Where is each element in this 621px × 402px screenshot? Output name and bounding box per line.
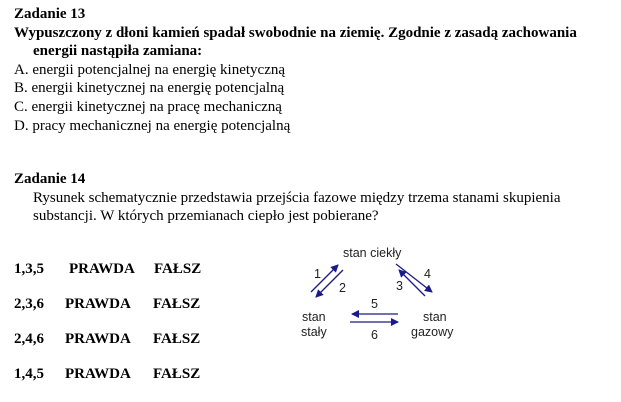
q14-title: Zadanie 14 (14, 171, 86, 187)
q13-title: Zadanie 13 (14, 6, 86, 22)
option-text: pracy mechanicznej na energię potencjalną (32, 118, 291, 134)
answer-combo: 1,3,5 (14, 261, 44, 277)
q14-question-line1: Rysunek schematycznie przedstawia przejścia fazowe między trzema stanami skupienia (33, 190, 561, 206)
answer-4-false[interactable]: FAŁSZ (153, 366, 201, 382)
label-solid-1: stan (302, 310, 326, 324)
option-text: energii kinetycznej na energię potencjalną (31, 80, 285, 96)
option-text: energii potencjalnej na energię kinetyczną (32, 62, 286, 78)
option-letter: C. (14, 99, 28, 115)
label-n3: 3 (396, 279, 403, 293)
answer-3-true[interactable]: PRAWDA (65, 331, 131, 347)
label-n6: 6 (371, 328, 378, 342)
label-n1: 1 (314, 267, 321, 281)
answer-4-true[interactable]: PRAWDA (65, 366, 131, 382)
option-letter: B. (14, 80, 28, 96)
q13-question-line1: Wypuszczony z dłoni kamień spadał swobodnie na ziemię. Zgodnie z zasadą zachowania (14, 25, 577, 41)
answer-1-true[interactable]: PRAWDA (69, 261, 135, 277)
answer-combo: 2,3,6 (14, 296, 44, 312)
answer-combo: 2,4,6 (14, 331, 44, 347)
label-n2: 2 (339, 281, 346, 295)
label-n4: 4 (424, 267, 431, 281)
answer-combo: 1,4,5 (14, 366, 44, 382)
answer-1-false[interactable]: FAŁSZ (154, 261, 202, 277)
option-text: energii kinetycznej na pracę mechaniczną (31, 99, 282, 115)
label-solid-2: stały (301, 325, 327, 339)
label-gas-1: stan (423, 310, 447, 324)
label-gas-2: gazowy (411, 325, 454, 339)
q14-question-line2: substancji. W których przemianach ciepło jest pobierane? (33, 208, 379, 224)
label-n5: 5 (371, 297, 378, 311)
answer-3-false[interactable]: FAŁSZ (153, 331, 201, 347)
label-liquid: stan ciekły (343, 246, 402, 260)
q13-question-line2: energii nastąpiła zamiana: (33, 43, 203, 59)
option-letter: A. (14, 62, 29, 78)
option-letter: D. (14, 118, 29, 134)
answer-2-true[interactable]: PRAWDA (65, 296, 131, 312)
answer-2-false[interactable]: FAŁSZ (153, 296, 201, 312)
